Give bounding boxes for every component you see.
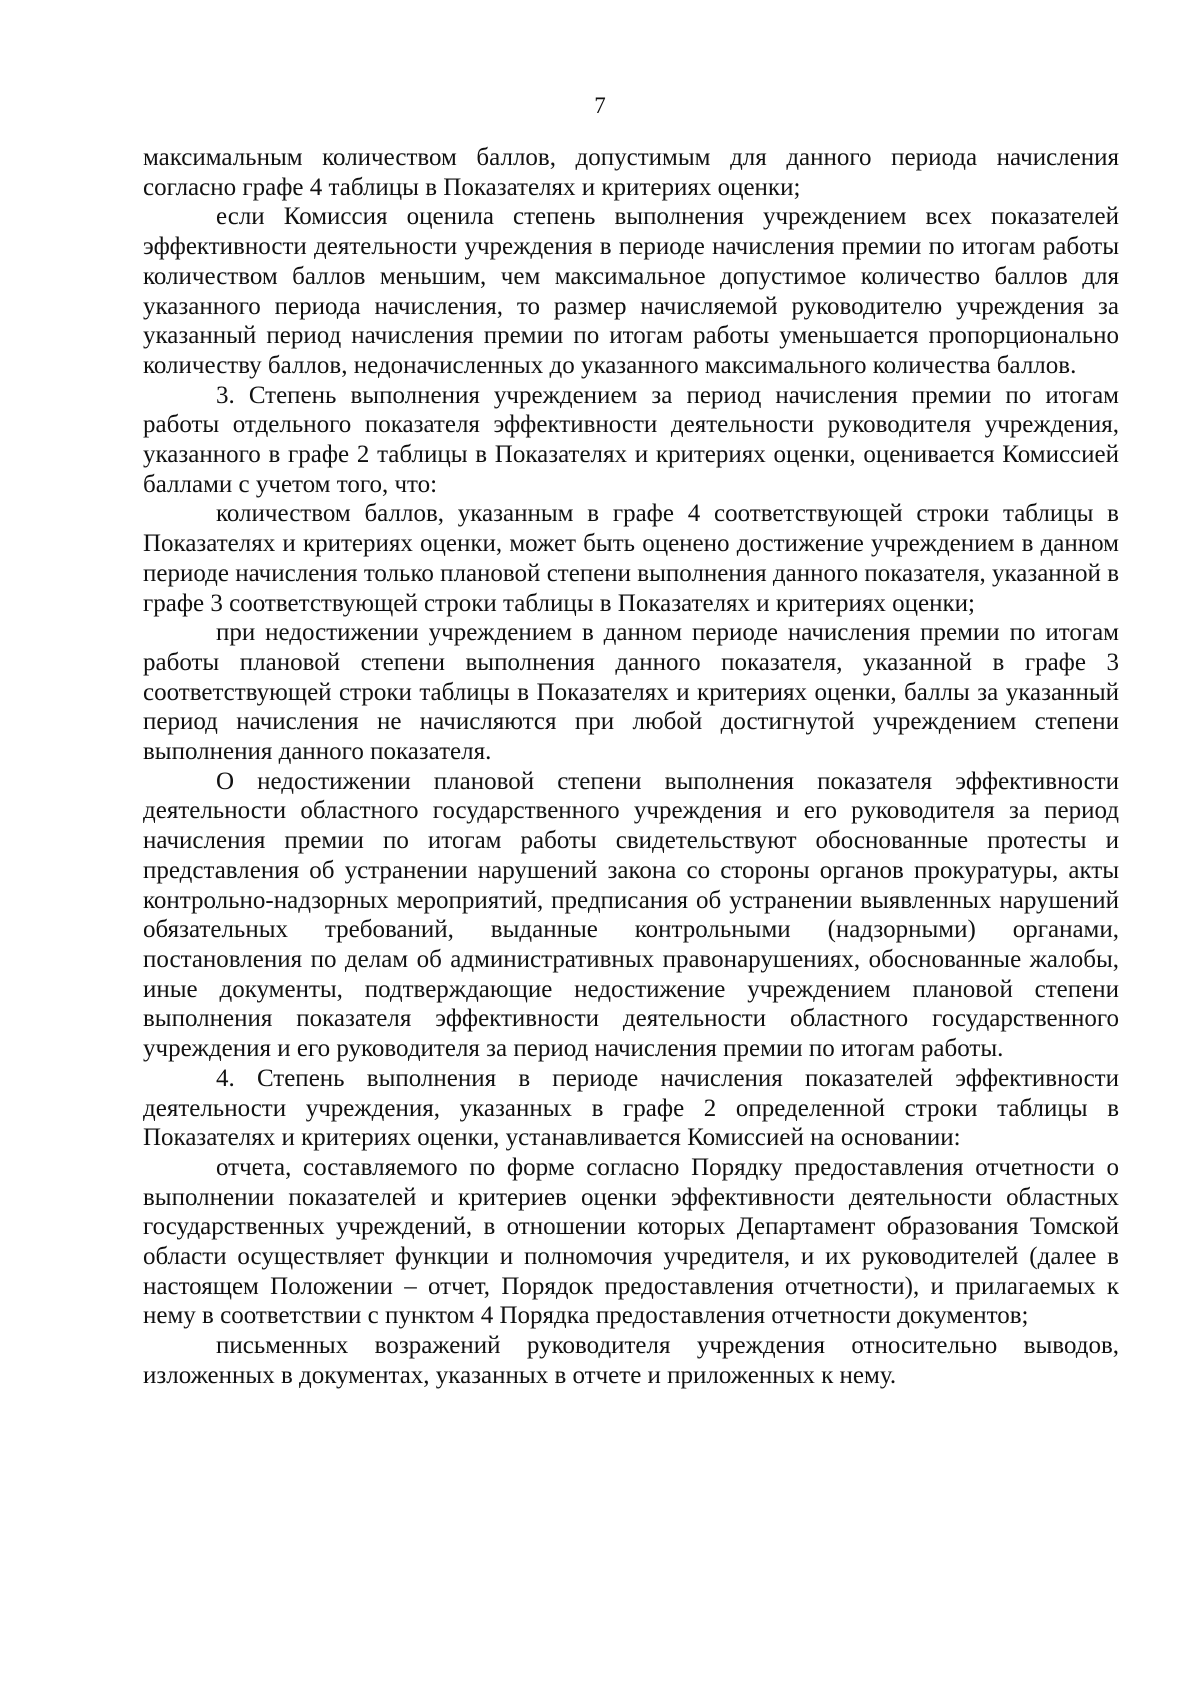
- page-number: 7: [594, 93, 606, 118]
- paragraph-6: О недостижении плановой степени выполнения показателя эффективности деятельности областного государственного учреждения и его руководителя за период начисления премии по итогам работы свидетельствуют обоснованные протесты и представления об устранении нарушений закона со стороны органов прокуратуры, акты контрольно-надзорных мероприятий, предписания об устранении выявленных нарушений обязательных требований, выданные контрольными (надзорными) органами, постановления по делам об административных правонарушениях, обоснованные жалобы, иные документы, подтверждающие недостижение учреждением плановой степени выполнения показателя эффективности деятельности областного государственного учреждения и его руководителя за период начисления премии по итогам работы.: [143, 767, 1119, 1063]
- paragraph-7: 4. Степень выполнения в периоде начисления показателей эффективности деятельности учреждения, указанных в графе 2 определенной строки таблицы в Показателях и критериях оценки, устанавливается Комиссией на основании:: [143, 1064, 1119, 1152]
- paragraph-8: отчета, составляемого по форме согласно Порядку предоставления отчетности о выполнении показателей и критериев оценки эффективности деятельности областных государственных учреждений, в отношении которых Департамент образования Томской области осуществляет функции и полномочия учредителя, и их руководителей (далее в настоящем Положении – отчет, Порядок предоставления отчетности), и прилагаемых к нему в соответствии с пунктом 4 Порядка предоставления отчетности документов;: [143, 1153, 1119, 1330]
- paragraph-1: максимальным количеством баллов, допустимым для данного периода начисления согласно графе 4 таблицы в Показателях и критериях оценки;: [143, 144, 1119, 201]
- paragraph-3: 3. Степень выполнения учреждением за период начисления премии по итогам работы отдельного показателя эффективности деятельности руководителя учреждения, указанного в графе 2 таблицы в Показателях и критериях оценки, оценивается Комиссией баллами с учетом того, что:: [143, 381, 1119, 498]
- paragraph-2: если Комиссия оценила степень выполнения учреждением всех показателей эффективности деятельности учреждения в периоде начисления премии по итогам работы количеством баллов меньшим, чем максимальное допустимое количество баллов для указанного периода начисления, то размер начисляемой руководителю учреждения за указанный период начисления премии по итогам работы уменьшается пропорционально количеству баллов, недоначисленных до указанного максимального количества баллов.: [143, 203, 1119, 379]
- document-body: [143, 143, 1119, 1391]
- paragraph-5: при недостижении учреждением в данном периоде начисления премии по итогам работы плановой степени выполнения данного показателя, указанной в графе 3 соответствующей строки таблицы в Показателях и критериях оценки, баллы за указанный период начисления не начисляются при любой достигнутой учреждением степени выполнения данного показателя.: [143, 619, 1119, 766]
- paragraph-9: письменных возражений руководителя учреждения относительно выводов, изложенных в документах, указанных в отчете и приложенных к нему.: [143, 1332, 1119, 1389]
- paragraph-4: количеством баллов, указанным в графе 4 соответствующей строки таблицы в Показателях и критериях оценки, может быть оценено достижение учреждением в данном периоде начисления только плановой степени выполнения данного показателя, указанной в графе 3 соответствующей строки таблицы в Показателях и критериях оценки;: [143, 500, 1119, 617]
